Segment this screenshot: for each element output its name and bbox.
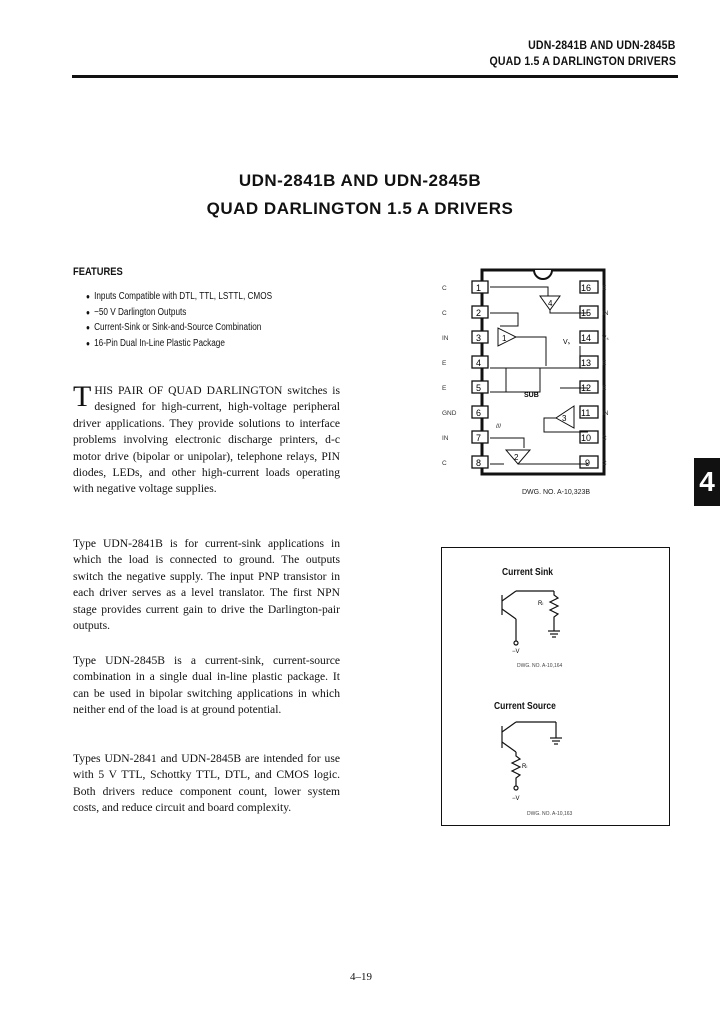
right-pin-label: C (602, 460, 607, 467)
right-pin-label: IN (602, 310, 609, 317)
driver-4-label: 4 (548, 299, 553, 308)
feature-item: ● 16-Pin Dual In-Line Plastic Package (86, 338, 225, 349)
paragraph-2841: Type UDN-2841B is for current-sink applications in which the load is connected to ground. The outputs switch the negative supply. The input PNP transistor in each driver serves as a level translator. The first NPN stage provides current gain to drive the Darlington-pair outputs. (73, 537, 340, 633)
right-pin-label: E (602, 385, 607, 392)
driver-1-label: 1 (502, 334, 507, 343)
current-source-label: Current Source (494, 701, 556, 712)
right-pin-number: 16 (581, 283, 592, 293)
left-pin-number: 1 (476, 283, 482, 293)
application-circuits-box (441, 547, 670, 826)
right-pin-number: 9 (585, 458, 591, 468)
left-pin-label: IN (442, 435, 449, 442)
left-pin-label: C (442, 460, 447, 467)
left-pin-label: C (442, 285, 447, 292)
sink-drawing-number: DWG. NO. A-10,164 (517, 663, 563, 669)
pinout-diagram (440, 266, 620, 490)
left-pin-label: E (442, 385, 447, 392)
source-rl: Rₗ (522, 764, 528, 770)
left-pin-label: C (442, 310, 447, 317)
header-rule (72, 75, 678, 78)
right-pin-label: E (602, 360, 607, 367)
running-header-line1: UDN-2841B AND UDN-2845B (528, 38, 676, 52)
right-pin-label: E (602, 285, 607, 292)
vs-label: Vₛ (563, 339, 571, 346)
left-pin-number: 7 (476, 433, 482, 443)
section-tab: 4 (694, 458, 720, 506)
left-pin-number: 4 (476, 358, 482, 368)
right-pin-label: Vₛ (602, 335, 609, 342)
current-sink-circuit (482, 583, 582, 663)
right-pin-number: 10 (581, 433, 592, 443)
pin1-notch (534, 270, 552, 279)
right-pin-number: 14 (581, 333, 592, 343)
sub-label: SUB (524, 392, 539, 399)
left-pin-number: 3 (476, 333, 482, 343)
left-pin-number: 6 (476, 408, 482, 418)
drop-cap: T (73, 380, 92, 413)
right-pin-number: 11 (581, 408, 591, 418)
intro-paragraph (73, 380, 340, 498)
paragraph-2845: Type UDN-2845B is a current-sink, current-source combination in a single dual in-line plastic package. It can be used in bipolar switching applications in which neither end of the load is at ground potential. (73, 654, 340, 717)
source-neg-v: −V (512, 796, 520, 802)
driver-2-label: 2 (514, 453, 519, 462)
left-pin-label: IN (442, 335, 449, 342)
right-pin-number: 15 (581, 308, 592, 318)
sink-neg-v: −V (512, 649, 520, 655)
current-sink-label: Current Sink (502, 567, 554, 578)
feature-item: ● −50 V Darlington Outputs (86, 307, 186, 318)
left-pin-label: GND (442, 410, 457, 417)
sink-rl: Rₗ (538, 601, 544, 607)
left-pin-number: 8 (476, 458, 482, 468)
right-pin-label: C (602, 435, 607, 442)
running-header-line2: QUAD 1.5 A DARLINGTON DRIVERS (489, 54, 676, 68)
page-title-line1: UDN-2841B AND UDN-2845B (238, 171, 482, 190)
pinout-drawing-number: DWG. NO. A-10,323B (522, 489, 591, 496)
gnd-symbol: /// (496, 424, 502, 430)
current-source-circuit (482, 716, 582, 806)
left-pin-number: 5 (476, 383, 482, 393)
paragraph-compat: Types UDN-2841 and UDN-2845B are intended for use with 5 V TTL, Schottky TTL, DTL, and CMOS logic. Both drivers reduce component count, lower system costs, and reduce circuit and board complexity. (73, 752, 340, 815)
page-number: 4–19 (350, 971, 372, 983)
left-pin-number: 2 (476, 308, 482, 318)
intro-text: HIS PAIR OF QUAD DARLINGTON switches is designed for high-current, high-voltage peripheral driver applications. They provide solutions to interface problems involving electronic discharge printers, d-c motor drive (bipolar or unipolar), telephone relays, PIN diodes, LEDs, and other high-current loads operating with negative voltage supplies. (73, 384, 340, 496)
feature-item: ● Current-Sink or Sink-and-Source Combination (86, 322, 261, 333)
right-pin-number: 12 (581, 383, 592, 393)
right-pin-label: IN (602, 410, 609, 417)
right-pin-number: 13 (581, 358, 592, 368)
features-heading: FEATURES (73, 266, 123, 278)
driver-3-label: 3 (562, 414, 567, 423)
left-pin-label: E (442, 360, 447, 367)
page-title-line2: QUAD DARLINGTON 1.5 A DRIVERS (206, 199, 514, 218)
source-drawing-number: DWG. NO. A-10,163 (527, 811, 573, 817)
feature-item: ● Inputs Compatible with DTL, TTL, LSTTL, CMOS (86, 291, 272, 302)
